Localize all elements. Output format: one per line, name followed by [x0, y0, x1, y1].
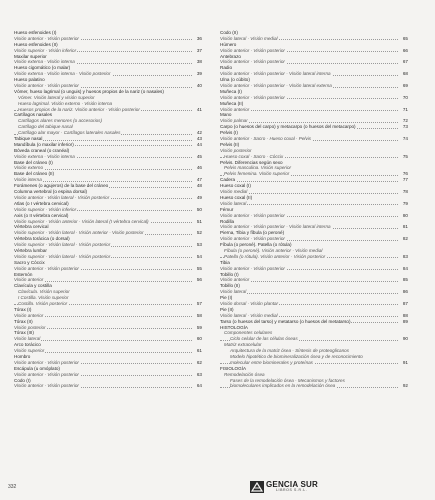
dot-leader — [220, 181, 398, 182]
index-entry-label: Visión anterior · Visión posterior — [14, 371, 79, 377]
index-entry-page: 88 — [402, 312, 408, 318]
index-entry-page: 73 — [402, 124, 408, 130]
index-entry-label: Hueso esfenoides (I) — [14, 30, 57, 35]
index-entry-label: Visión anterior · Visión posterior · Visión lateral interna — [220, 224, 331, 230]
index-entry-page: 67 — [402, 59, 408, 65]
index-entry-label: Visión anterior · Visión posterior — [220, 47, 285, 53]
index-entry-page: 75 — [402, 153, 408, 159]
index-entry-label: Tarso (o huesos del tarso) y metatarso (o huesos del metatarso) — [220, 318, 351, 324]
index-entry-page: 57 — [196, 300, 202, 306]
index-entry-page: 47 — [196, 177, 202, 183]
index-entry-page: 45 — [196, 153, 202, 159]
index-entry-label: Pelvis (II) — [220, 141, 240, 147]
index-entry-label: Costilla. Visión posterior — [18, 300, 68, 306]
index-entry-label: Visión anterior — [220, 277, 250, 283]
index-entry-label: Vértebra cervical — [14, 224, 49, 230]
index-entry-page: 55 — [196, 265, 202, 271]
index-entry-label: Hueso coxal · Sacro · Cóccix — [224, 153, 284, 159]
index-entry-label: Vómer. Visión lateral y visión superior — [18, 94, 95, 100]
index-entry-page: 46 — [196, 165, 202, 171]
index-entry-page: 87 — [402, 300, 408, 306]
index-entry-label: Forámenes (o agujeros) de la base del cráneo — [14, 183, 109, 189]
index-entry-label: Visión anterior · Sacro · Hueso coxal · Pelvis — [220, 136, 312, 142]
index-entry-page: 64 — [196, 383, 202, 389]
index-entry-label: Ulna (o cúbito) — [220, 77, 250, 83]
index-entry-label: Codo (I) — [14, 377, 31, 383]
index-entry-page: 83 — [402, 253, 408, 259]
index-entry-label: Visión superior · Visión anterior · Visión lateral (I vértebra cervical) — [14, 218, 149, 224]
index-entry-label: Visión superior · Visión lateral · Visión posterior — [14, 253, 111, 259]
index-entry-page: 44 — [196, 141, 202, 147]
publisher-name: GENCIA SUR — [266, 480, 318, 490]
index-entry-label: Tabique nasal — [14, 136, 43, 142]
index-entry-label: Visión posterior — [14, 324, 46, 330]
index-entry-page: 82 — [402, 236, 408, 242]
index-entry-page: 53 — [196, 242, 202, 248]
index-entry-page: 89 — [402, 318, 408, 324]
index-entry-label: Pie (I) — [220, 295, 233, 301]
index-entry-page: 65 — [402, 35, 408, 41]
index-entry-label: Modelo hipotético de biomineralización ósea y de reconocimiento — [230, 353, 363, 359]
index-column-right — [220, 30, 408, 389]
index-entry-page: 71 — [402, 106, 408, 112]
index-entry-page: 81 — [402, 224, 408, 230]
index-entry-label: Axis (o II vértebra cervical) — [14, 212, 69, 218]
index-entry-label: Visión lateral — [220, 200, 247, 206]
index-entry-label: Tórax (II) — [14, 318, 33, 324]
index-entry-label: Visión externa · Visión interna — [14, 153, 75, 159]
index-entry-label: Pelvis masculina. Visión superior — [224, 165, 292, 171]
index-entry-label: Mano — [220, 112, 232, 118]
index-entry-label: Visión lateral · Visión medial — [220, 312, 278, 318]
publisher-logo-icon — [250, 481, 264, 493]
index-entry-label: Visión superior · Visión inferior — [14, 206, 77, 212]
index-entry-label: Bóveda craneal (o cranéal) — [14, 147, 70, 153]
index-entry-label: Visión superior · Visión lateral · Visión anterior · Visión posterior — [14, 230, 144, 236]
index-entry-label: Vértebra lumbar — [14, 247, 47, 253]
index-entry-label: Visión anterior · Visión posterior — [14, 383, 79, 389]
index-entry-label: Mandíbula (o maxilar inferior) — [14, 141, 74, 147]
index-entry-page: 39 — [196, 71, 202, 77]
index-entry-label: biomoleculares implicados en la remodelación ósea — [230, 383, 336, 389]
index-entry-label: Arquitectura de la matriz ósea · Síntesis de proteoglicanos — [230, 348, 349, 354]
index-entry-label: Fases de la remodelación ósea · Mecanismos y factores — [230, 377, 345, 383]
page-number: 332 — [8, 484, 17, 490]
index-entry-label: Pierna, Tibia y fíbula (o peroné) — [220, 230, 285, 236]
index-entry-label: Muñeca (II) — [220, 100, 244, 106]
index-entry-label: Visión externo — [14, 165, 44, 171]
index-entry-label: Visión superior · Visión lateral · Visión posterior — [14, 242, 111, 248]
index-entry-page: 76 — [402, 171, 408, 177]
index-entry-page: 69 — [402, 83, 408, 89]
index-entry-label: FISIOLOGÍA — [220, 365, 247, 371]
index-entry-label: Húmero — [220, 41, 237, 47]
index-entry-page: 37 — [196, 47, 202, 53]
index-entry-label: Visión anterior — [220, 106, 250, 112]
index-entry-page: 61 — [196, 348, 202, 354]
index-entry-label: Base del cráneo (I) — [14, 159, 53, 165]
index-entry-label: Tibia — [220, 259, 230, 265]
index-entry-label: Pelvis. Diferencias según sexo — [220, 159, 283, 165]
index-entry-page: 60 — [196, 336, 202, 342]
index-entry-label: Visión lateral — [14, 336, 41, 342]
index-entry-page: 62 — [196, 359, 202, 365]
index-entry-label: Escápula (u omóplato) — [14, 365, 60, 371]
index-entry-label: molecular entre biominerales y proteínas — [230, 359, 313, 365]
index-entry-label: Arco torácico — [14, 342, 41, 348]
index-entry-label: Pelvis (I) — [220, 130, 238, 136]
index-entry-page: 92 — [402, 383, 408, 389]
index-entry-label: Base del cráneo (II) — [14, 171, 55, 177]
index-entry-label: Visión superior — [14, 348, 45, 354]
index-entry-label: Visión anterior · Visión lateral · Visión posterior — [14, 194, 110, 200]
index-entry-label: Hueso lagrimal. Visión externo · Visión interna — [18, 100, 113, 106]
index-entry-label: Hueso cigomático (o malar) — [14, 65, 71, 71]
index-entry-label: Sacro y Cóccix — [14, 259, 45, 265]
index-entry-page: 86 — [402, 289, 408, 295]
index-entry-label: Visión anterior · Visión posterior — [14, 35, 79, 41]
index-entry-label: Visión anterior · Visión posterior — [220, 94, 285, 100]
publisher-logo — [250, 481, 318, 493]
index-entry-label: Visión anterior · Visión posterior — [220, 236, 285, 242]
index-entry-label: Clavícula y costilla — [14, 283, 52, 289]
index-entry-label: Remodelación ósea — [224, 371, 265, 377]
index-entry-label: Hueso esfenoides (II) — [14, 41, 58, 47]
index-entry-label: Visión externa · Visión interna · Visión posterior — [14, 71, 111, 77]
index-entry-label: HISTOLOGÍA — [220, 324, 248, 330]
index-entry-page: 52 — [196, 230, 202, 236]
index-entry-label: Visión anterior — [14, 312, 44, 318]
index-entry-label: Hueso coxal (II) — [220, 194, 253, 200]
index-entry-page: 36 — [196, 35, 202, 41]
index-entry-page: 68 — [402, 71, 408, 77]
index-entry-label: Cadera — [220, 177, 236, 183]
index-entry-label: Visión lateral · Visión medial — [220, 35, 278, 41]
index-entry-label: Visión superior · Visión inferior — [14, 47, 77, 53]
index-entry-page: 43 — [196, 136, 202, 142]
index-entry-page: 48 — [196, 183, 202, 189]
index-entry-label: Visión posterior — [220, 147, 252, 153]
index-entry-label: Tórax (I) — [14, 306, 32, 312]
index-entry-label: Fémur — [220, 206, 234, 212]
index-column-left — [14, 30, 202, 389]
index-entry-page: 66 — [402, 47, 408, 53]
index-entry-label: Tórax (III) — [14, 330, 34, 336]
index-entry-label: Codo (II) — [220, 30, 238, 35]
index-entry-page: 84 — [402, 265, 408, 271]
index-entry-label: Ciclo celular de las células óseas — [230, 336, 298, 342]
index-entry-label: Visión anterior · Visión posterior — [220, 59, 285, 65]
index-entry-page: 42 — [196, 130, 202, 136]
index-entry-label: Vértebra torácica (o dorsal) — [14, 236, 70, 242]
index-entry-page: 79 — [402, 200, 408, 206]
index-entry — [14, 383, 202, 389]
index-entry-label: Atlas (o I vértebra cervical) — [14, 200, 69, 206]
index-entry-label: Fíbula (o peroné). Patella (o rótula) — [220, 242, 292, 248]
index-entry-page: 41 — [196, 106, 202, 112]
index-entry-page: 91 — [402, 359, 408, 365]
index-entry-label: Vómer, hueso lagrimal (o unguis) y huesos propios de la nariz (o nasales) — [14, 88, 164, 94]
index-entry-label: Hueso palatino — [14, 77, 45, 83]
index-entry-label: Visión medial — [220, 189, 248, 195]
index-entry-label: Clavícula. Visión superior — [18, 289, 70, 295]
index-entry-page: 56 — [196, 277, 202, 283]
index-entry-label: Patella (o rótula). Visión anterior · Visión posterior — [224, 253, 326, 259]
index-entry-label: Visión palmar — [220, 118, 248, 124]
index-entry-label: Esternón — [14, 271, 33, 277]
index-entry-label: Visión anterior · Visión posterior · Visión lateral interna — [220, 71, 331, 77]
index-entry-label: Visión anterior · Visión posterior — [220, 265, 285, 271]
index-entry-page: 63 — [196, 371, 202, 377]
index-entry-page: 38 — [196, 59, 202, 65]
index-entry-page: 40 — [196, 83, 202, 89]
index-entry-label: Visión externa · Visión interna — [14, 59, 75, 65]
index-entry-label: Hombro — [14, 353, 31, 359]
index-entry-page: 50 — [196, 206, 202, 212]
index-entry-page: 74 — [402, 136, 408, 142]
index-entry-label: Cartílago alar mayor · Cartílagos laterales nasales — [18, 130, 121, 136]
index-entry-page: 70 — [402, 94, 408, 100]
index-entry-label: Visión lateral — [220, 289, 247, 295]
index-entry-label: Carpo (o huesos del carpo) y metacarpo (o huesos del metacarpo) — [220, 124, 356, 130]
index-entry-page: 77 — [402, 177, 408, 183]
index-entry-label: Visión anterior · Visión posterior — [220, 212, 285, 218]
index-entry-page: 54 — [196, 253, 202, 259]
index-entry-label: Visión anterior — [14, 277, 44, 283]
index-entry-page: 59 — [196, 324, 202, 330]
index-entry-label: Columna vertebral (o espina dorsal) — [14, 189, 88, 195]
index-entry-label: I Costilla. Visión superior — [18, 295, 69, 301]
index-entry-label: Matriz extracelular — [224, 342, 262, 348]
index-entry-label: Pie (II) — [220, 306, 234, 312]
index-entry-page: 49 — [196, 194, 202, 200]
index-entry-label: Visión dorsal · Visión plantar — [220, 300, 279, 306]
index-entry-page: 78 — [402, 189, 408, 195]
index-entry-page: 58 — [196, 312, 202, 318]
index-entry-label: Pelvis femenina. Visión superior — [224, 171, 290, 177]
index-entry-page: 90 — [402, 336, 408, 342]
index-entry-label: Cartílago del tabique nasal — [18, 124, 73, 130]
index-entry-label: Visión anterior · Visión posterior · Visión lateral externa — [220, 83, 332, 89]
publisher-subtitle: LIBROS S.R.L. — [276, 488, 308, 493]
index-entry-label: Cartílagos nasales — [14, 112, 53, 118]
index-entry-label: Fíbula (o peroné). Visión anterior · Visión medial — [224, 247, 323, 253]
index-entry-page: 72 — [402, 118, 408, 124]
index-entry — [220, 383, 408, 389]
index-entry-page: 85 — [402, 277, 408, 283]
index-entry-label: Hueso coxal (I) — [220, 183, 251, 189]
index-entry-label: Antebrazo — [220, 53, 241, 59]
index-entry-label: Visión anterior · Visión posterior — [14, 265, 79, 271]
index-entry-label: Tobillo (II) — [220, 283, 240, 289]
index-entry-page: 51 — [196, 218, 202, 224]
index-entry-label: Rodilla — [220, 218, 235, 224]
index-entry-label: Visión anterior · Visión posterior — [14, 83, 79, 89]
index-entry-page: 80 — [402, 212, 408, 218]
index-entry-label: Tobillo (I) — [220, 271, 239, 277]
index-entry-label: Visión anterior · Visión posterior — [14, 359, 79, 365]
index-entry-label: Huesos propios de la nariz. Visión anterior · Visión posterior — [18, 106, 140, 112]
index-entry-label: Maxilar superior — [14, 53, 47, 59]
index-entry-label: Radio — [220, 65, 233, 71]
index-entry-label: Cartílagos alares menores (o accesorios) — [18, 118, 102, 124]
index-entry-label: Muñeca (I) — [220, 88, 242, 94]
index-entry-label: Visión interna — [14, 177, 42, 183]
index-entry-label: Componentes celulares — [224, 330, 273, 336]
